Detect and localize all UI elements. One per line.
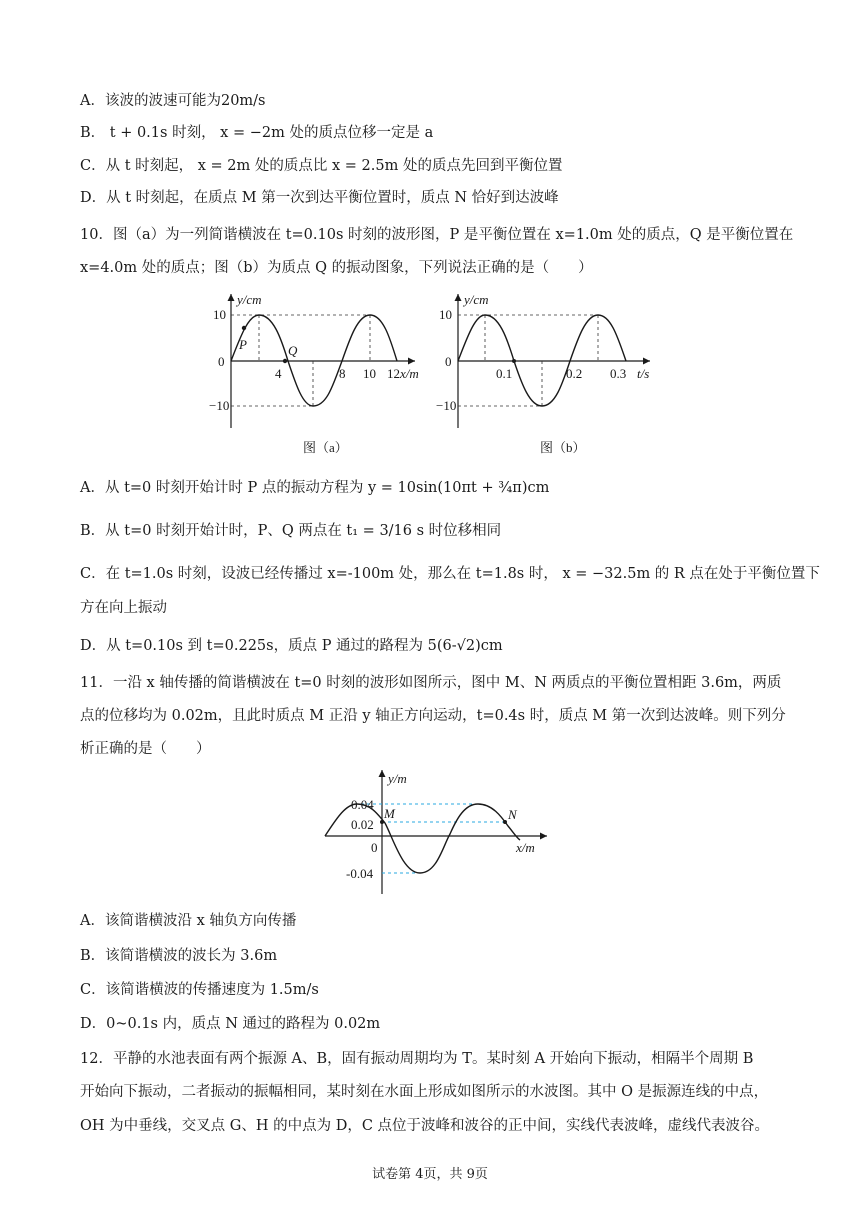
q10-stem-line1: 10．图（a）为一列简谐横波在 t=0.10s 时刻的波形图，P 是平衡位置在 x=1.0m 处的质点，Q 是平衡位置在 xyxy=(80,227,794,243)
ytick-neg004: -0.04 xyxy=(346,866,374,881)
q9-option-a: A．该波的波速可能为20m/s xyxy=(80,93,266,109)
q11-option-a: A．该简谐横波沿 x 轴负方向传播 xyxy=(80,913,297,929)
ytick-0-b: 0 xyxy=(445,354,452,369)
q11-option-d: D．0~0.1s 内，质点 N 通过的路程为 0.02m xyxy=(80,1016,381,1032)
point-p xyxy=(242,326,246,330)
xtick-03-b: 0.3 xyxy=(610,366,627,381)
ylabel-q11: y/m xyxy=(388,771,407,786)
point-n xyxy=(503,820,507,824)
q10-figure-b xyxy=(436,288,670,460)
q11-option-b: B．该简谐横波的波长为 3.6m xyxy=(80,948,278,964)
q10-figure-a xyxy=(209,288,440,460)
ytick-0-a: 0 xyxy=(218,354,225,369)
wave-curve-q11 xyxy=(325,804,520,873)
q11-stem-line2: 点的位移均为 0.02m，且此时质点 M 正沿 y 轴正方向运动，t=0.4s 时，质点 M 第一次到达波峰。则下列分 xyxy=(80,708,786,724)
q9-option-b: B． t + 0.1s 时刻， x = −2m 处的质点位移一定是 a xyxy=(80,125,434,141)
ytick-10-b: 10 xyxy=(439,307,452,322)
q12-line1: 12．平静的水池表面有两个振源 A、B，固有振动周期均为 T。某时刻 A 开始向下振动，相隔半个周期 B xyxy=(80,1051,754,1067)
q10-option-d: D．从 t=0.10s 到 t=0.225s，质点 P 通过的路程为 5(6-√2)cm xyxy=(80,638,503,654)
q11-figure xyxy=(315,766,555,896)
q11-option-c: C．该简谐横波的传播速度为 1.5m/s xyxy=(80,982,319,998)
label-n: N xyxy=(508,807,517,822)
caption-a: 图（a） xyxy=(303,440,348,455)
q9-option-d: D．从 t 时刻起，在质点 M 第一次到达平衡位置时，质点 N 恰好到达波峰 xyxy=(80,190,559,206)
ytick-neg10-a: −10 xyxy=(209,398,230,413)
xtick-01-b: 0.1 xyxy=(496,366,513,381)
ytick-002: 0.02 xyxy=(351,817,374,832)
xlabel-q11: x/m xyxy=(516,840,535,855)
q10-stem-line2: x=4.0m 处的质点；图（b）为质点 Q 的振动图象，下列说法正确的是（ ） xyxy=(80,260,593,276)
label-q: Q xyxy=(288,343,298,358)
ytick-neg10-b: −10 xyxy=(436,398,457,413)
xtick-8-a: 8 xyxy=(339,366,346,381)
page-footer: 试卷第 4页，共 9页 xyxy=(372,1167,488,1182)
xlabel-b: t/s xyxy=(637,366,650,381)
ytick-0-q11: 0 xyxy=(371,840,378,855)
xtick-02-b: 0.2 xyxy=(566,366,583,381)
ylabel-a: y/cm xyxy=(237,292,262,307)
q10-option-c-line2: 方在向上振动 xyxy=(80,600,167,616)
label-m: M xyxy=(384,806,395,821)
q10-option-a: A．从 t=0 时刻开始计时 P 点的振动方程为 y = 10sin(10πt + ¾π)cm xyxy=(80,480,550,496)
ytick-10-a: 10 xyxy=(213,307,226,322)
xtick-12-a: 12 xyxy=(387,366,400,381)
point-q xyxy=(283,359,287,363)
q12-line3: OH 为中垂线，交叉点 G、H 的中点为 D，C 点位于波峰和波谷的正中间，实线代表波峰，虚线代表波谷。 xyxy=(80,1118,770,1134)
q11-stem-line1: 11．一沿 x 轴传播的简谐横波在 t=0 时刻的波形如图所示，图中 M、N 两质点的平衡位置相距 3.6m，两质 xyxy=(80,675,782,691)
ytick-004: 0.04 xyxy=(351,797,374,812)
q10-option-c-line1: C．在 t=1.0s 时刻，设波已经传播过 x=-100m 处，那么在 t=1.8s 时， x = −32.5m 的 R 点在处于平衡位置下 xyxy=(80,566,820,582)
ylabel-b: y/cm xyxy=(464,292,489,307)
q12-line2: 开始向下振动，二者振动的振幅相同，某时刻在水面上形成如图所示的水波图。其中 O 是振源连线的中点， xyxy=(80,1084,769,1100)
q11-stem-line3: 析正确的是（ ） xyxy=(80,741,211,757)
xtick-10-a: 10 xyxy=(363,366,376,381)
q10-option-b: B．从 t=0 时刻开始计时，P、Q 两点在 t₁ = 3/16 s 时位移相同 xyxy=(80,523,502,539)
q9-option-c: C．从 t 时刻起， x = 2m 处的质点比 x = 2.5m 处的质点先回到平衡位置 xyxy=(80,158,563,174)
xlabel-a: x/m xyxy=(400,366,419,381)
caption-b: 图（b） xyxy=(540,440,586,455)
xtick-4-a: 4 xyxy=(275,366,282,381)
label-p: P xyxy=(239,337,247,352)
